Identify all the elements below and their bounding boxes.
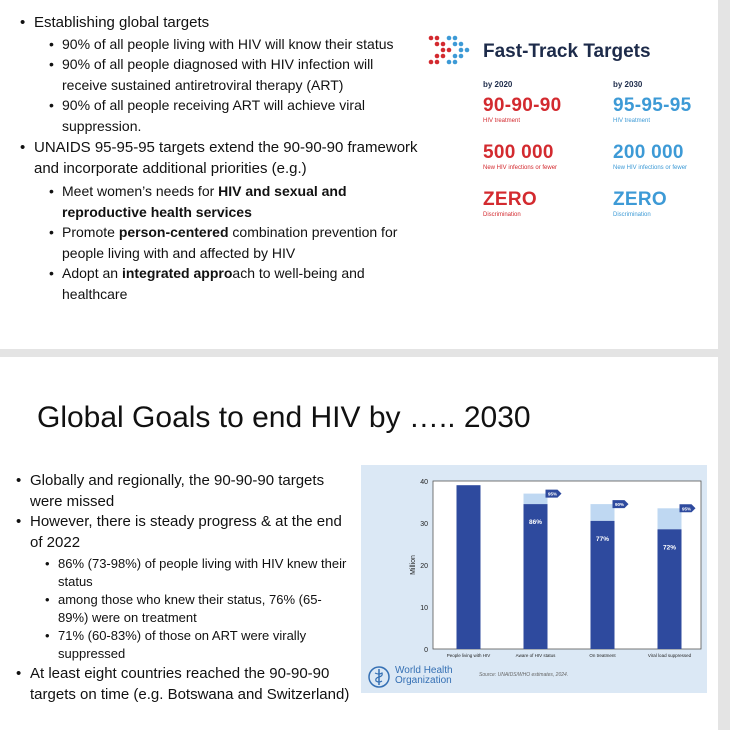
sub-bullet-know-status: • 90% of all people living with HIV will know their status xyxy=(0,34,420,55)
x-tick-label: Viral load suppressed xyxy=(647,653,692,658)
fast-track-logo-icon xyxy=(427,34,473,68)
sub-bullet-on-treatment: • among those who knew their status, 76% (65-89%) were on treatment xyxy=(0,591,350,626)
bar-data-label: 72% xyxy=(662,544,677,552)
slide2-title: Global Goals to end HIV by ….. 2030 xyxy=(37,401,531,434)
bullet-targets-missed: • Globally and regionally, the 90-90-90 targets were missed xyxy=(0,471,350,512)
sub-bullet-person-centered: • Promote person-centered combination prevention for people living with and affected by HIV xyxy=(0,222,420,263)
bullet-eight-countries: • At least eight countries reached the 90-90-90 targets on time (e.g. Botswana and Switzerland) xyxy=(0,664,350,705)
sub-bullet-knew-status: • 86% (73-98%) of people living with HIV knew their status xyxy=(0,555,350,590)
target-flag-label: 95% xyxy=(681,506,692,512)
chart-svg xyxy=(361,465,707,693)
who-label: World Health Organization xyxy=(395,665,453,686)
target-label-discrimination-2020: Discrimination xyxy=(483,212,521,218)
fast-track-title: Fast-Track Targets xyxy=(483,41,651,62)
sub-bullet-viral-suppression: • 90% of all people receiving ART will achieve viral suppression. xyxy=(0,95,420,136)
slide-2 xyxy=(0,357,718,730)
slide1-bullet-list xyxy=(0,13,420,304)
target-label-infections-2030: New HIV infections or fewer xyxy=(613,165,688,171)
y-tick-label: 10 xyxy=(420,605,428,612)
target-label-infections-2020: New HIV infections or fewer xyxy=(483,165,558,171)
sub-bullet-integrated: • Adopt an integrated approach to well-being and healthcare xyxy=(0,263,420,304)
by-2030-label: by 2030 xyxy=(613,80,643,89)
bar-achieved xyxy=(457,485,481,649)
target-500000: 500 000 xyxy=(483,142,554,163)
slide2-bullet-list xyxy=(0,471,350,705)
x-tick-label: Aware of HIV status xyxy=(515,653,556,658)
chart-source: Source: UNAIDS/WHO estimates, 2024. xyxy=(479,672,569,678)
bar-gap xyxy=(591,504,615,521)
bar-gap xyxy=(524,494,548,505)
y-tick-label: 20 xyxy=(420,563,428,570)
sub-bullet-women-needs: • Meet women’s needs for HIV and sexual and reproductive health services xyxy=(0,181,420,222)
target-zero-2030: ZERO xyxy=(613,189,667,210)
sub-bullet-receive-art: • 90% of all people diagnosed with HIV infection will receive sustained antiretroviral therapy (ART) xyxy=(0,54,420,95)
target-flag-label: 95% xyxy=(547,491,558,497)
target-flag-label: 90% xyxy=(614,502,625,508)
target-label-treatment-2030: HIV treatment xyxy=(613,118,651,124)
who-logo xyxy=(367,665,467,689)
y-axis-label: Million xyxy=(410,555,417,575)
bullet-establishing-targets: • Establishing global targets xyxy=(0,13,420,34)
sub-bullet-virally-suppressed: • 71% (60-83%) of those on ART were virally suppressed xyxy=(0,627,350,662)
target-label-treatment-2020: HIV treatment xyxy=(483,118,521,124)
target-200000: 200 000 xyxy=(613,142,684,163)
x-tick-label: On treatment xyxy=(589,653,616,658)
bar-data-label: 86% xyxy=(528,519,543,527)
fast-track-2030-column xyxy=(613,80,718,218)
y-tick-label: 0 xyxy=(424,647,428,654)
by-2020-label: by 2020 xyxy=(483,80,513,89)
bullet-steady-progress: • However, there is steady progress & at the end of 2022 xyxy=(0,512,350,553)
fast-track-2020-column xyxy=(483,80,613,218)
y-tick-label: 40 xyxy=(420,479,428,486)
x-tick-label: People living with HIV xyxy=(446,653,491,658)
who-emblem-icon xyxy=(367,665,391,689)
target-zero-2020: ZERO xyxy=(483,189,537,210)
target-label-discrimination-2030: Discrimination xyxy=(613,212,651,218)
fast-track-graphic xyxy=(425,28,715,238)
cascade-chart xyxy=(361,465,707,693)
target-90-90-90: 90-90-90 xyxy=(483,95,562,116)
y-tick-label: 30 xyxy=(420,521,428,528)
bar-gap xyxy=(658,508,682,529)
bullet-unaids-95: • UNAIDS 95-95-95 targets extend the 90-90-90 framework and incorporate additional priorities (e.g.) xyxy=(0,138,420,179)
slide-1 xyxy=(0,0,718,349)
bar-data-label: 77% xyxy=(595,535,610,543)
right-edge-strip xyxy=(718,0,730,730)
target-95-95-95: 95-95-95 xyxy=(613,95,692,116)
